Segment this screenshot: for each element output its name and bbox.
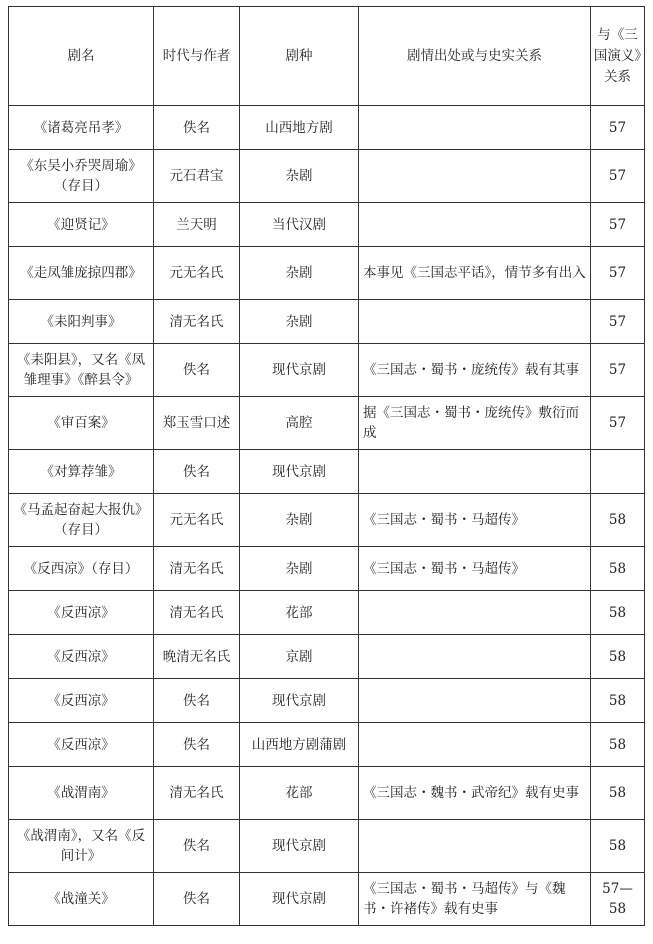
cell-source <box>359 203 591 247</box>
cell-name: 《反西凉》 <box>9 591 154 635</box>
table-row <box>9 247 645 300</box>
cell-source: 《三国志・蜀书・马超传》 <box>359 547 591 591</box>
cell-era-author: 元无名氏 <box>154 247 240 300</box>
cell-name: 《马孟起奋起大报仇》（存目） <box>9 494 154 547</box>
cell-source: 《三国志・蜀书・庞统传》载有其事 <box>359 344 591 397</box>
cell-source <box>359 106 591 150</box>
cell-name: 《对算荐雏》 <box>9 450 154 494</box>
cell-era-author: 兰天明 <box>154 203 240 247</box>
cell-genre: 高腔 <box>240 397 359 450</box>
table-row <box>9 203 645 247</box>
cell-era-author: 佚名 <box>154 873 240 926</box>
cell-era-author: 元石君宝 <box>154 150 240 203</box>
cell-genre: 当代汉剧 <box>240 203 359 247</box>
cell-relation: 58 <box>591 547 645 591</box>
cell-era-author: 清无名氏 <box>154 300 240 344</box>
table-row <box>9 150 645 203</box>
cell-era-author: 佚名 <box>154 450 240 494</box>
cell-era-author: 清无名氏 <box>154 591 240 635</box>
cell-era-author: 清无名氏 <box>154 767 240 820</box>
cell-source: 《三国志・蜀书・马超传》 <box>359 494 591 547</box>
cell-genre: 现代京剧 <box>240 873 359 926</box>
cell-relation: 58 <box>591 635 645 679</box>
cell-source: 据《三国志・蜀书・庞统传》敷衍而成 <box>359 397 591 450</box>
cell-name: 《战潼关》 <box>9 873 154 926</box>
cell-genre: 京剧 <box>240 635 359 679</box>
cell-name: 《走凤雏庞掠四郡》 <box>9 247 154 300</box>
cell-genre: 山西地方剧蒲剧 <box>240 723 359 767</box>
document-sheet <box>8 6 645 926</box>
table-row <box>9 591 645 635</box>
header-relation: 与《三国演义》关系 <box>591 7 645 106</box>
table-row <box>9 767 645 820</box>
cell-source <box>359 591 591 635</box>
cell-name: 《战渭南》，又名《反间计》 <box>9 820 154 873</box>
header-source: 剧情出处或与史实关系 <box>359 7 591 106</box>
cell-era-author: 佚名 <box>154 344 240 397</box>
cell-name: 《东吴小乔哭周瑜》（存目） <box>9 150 154 203</box>
cell-source <box>359 679 591 723</box>
header-genre: 剧种 <box>240 7 359 106</box>
cell-name: 《反西凉》 <box>9 723 154 767</box>
cell-genre: 花部 <box>240 591 359 635</box>
cell-source <box>359 300 591 344</box>
cell-source <box>359 450 591 494</box>
cell-relation: 57 <box>591 300 645 344</box>
table-row <box>9 450 645 494</box>
cell-era-author: 佚名 <box>154 820 240 873</box>
cell-era-author: 郑玉雪口述 <box>154 397 240 450</box>
table-row <box>9 723 645 767</box>
cell-era-author: 佚名 <box>154 679 240 723</box>
cell-era-author: 佚名 <box>154 106 240 150</box>
cell-source: 本事见《三国志平话》，情节多有出入 <box>359 247 591 300</box>
cell-genre: 现代京剧 <box>240 820 359 873</box>
cell-name: 《耒阳判事》 <box>9 300 154 344</box>
header-name: 剧名 <box>9 7 154 106</box>
cell-relation: 58 <box>591 820 645 873</box>
cell-genre: 杂剧 <box>240 300 359 344</box>
cell-era-author: 清无名氏 <box>154 547 240 591</box>
cell-genre: 山西地方剧 <box>240 106 359 150</box>
cell-name: 《审百案》 <box>9 397 154 450</box>
cell-relation: 58 <box>591 591 645 635</box>
cell-genre: 现代京剧 <box>240 450 359 494</box>
cell-source: 《三国志・魏书・武帝纪》载有史事 <box>359 767 591 820</box>
cell-genre: 杂剧 <box>240 494 359 547</box>
cell-source <box>359 820 591 873</box>
cell-name: 《迎贤记》 <box>9 203 154 247</box>
table-row <box>9 873 645 926</box>
cell-name: 《诸葛亮吊孝》 <box>9 106 154 150</box>
table-row <box>9 106 645 150</box>
cell-genre: 现代京剧 <box>240 679 359 723</box>
cell-relation: 57 <box>591 397 645 450</box>
header-row <box>9 7 645 106</box>
table-row <box>9 820 645 873</box>
table-row <box>9 300 645 344</box>
cell-relation: 57 <box>591 247 645 300</box>
table-row <box>9 547 645 591</box>
cell-relation: 58 <box>591 679 645 723</box>
header-era-author: 时代与作者 <box>154 7 240 106</box>
cell-source <box>359 635 591 679</box>
cell-genre: 杂剧 <box>240 547 359 591</box>
cell-source <box>359 150 591 203</box>
table-row <box>9 344 645 397</box>
cell-name: 《反西凉》 <box>9 679 154 723</box>
cell-name: 《耒阳县》，又名《凤雏理事》《醉县令》 <box>9 344 154 397</box>
table-row <box>9 635 645 679</box>
cell-genre: 杂剧 <box>240 247 359 300</box>
cell-relation: 57 <box>591 203 645 247</box>
cell-relation: 57—58 <box>591 873 645 926</box>
cell-name: 《战渭南》 <box>9 767 154 820</box>
table-row <box>9 679 645 723</box>
cell-relation: 58 <box>591 767 645 820</box>
cell-era-author: 元无名氏 <box>154 494 240 547</box>
cell-relation <box>591 450 645 494</box>
cell-relation: 58 <box>591 723 645 767</box>
plays-table <box>8 6 645 926</box>
cell-relation: 57 <box>591 150 645 203</box>
table-row <box>9 397 645 450</box>
cell-era-author: 晚清无名氏 <box>154 635 240 679</box>
cell-name: 《反西凉》 <box>9 635 154 679</box>
table-body <box>9 106 645 926</box>
cell-relation: 57 <box>591 344 645 397</box>
cell-genre: 杂剧 <box>240 150 359 203</box>
cell-name: 《反西凉》（存目） <box>9 547 154 591</box>
cell-source: 《三国志・蜀书・马超传》与《魏书・许褚传》载有史事 <box>359 873 591 926</box>
cell-era-author: 佚名 <box>154 723 240 767</box>
cell-genre: 花部 <box>240 767 359 820</box>
cell-relation: 57 <box>591 106 645 150</box>
cell-relation: 58 <box>591 494 645 547</box>
cell-source <box>359 723 591 767</box>
cell-genre: 现代京剧 <box>240 344 359 397</box>
table-row <box>9 494 645 547</box>
